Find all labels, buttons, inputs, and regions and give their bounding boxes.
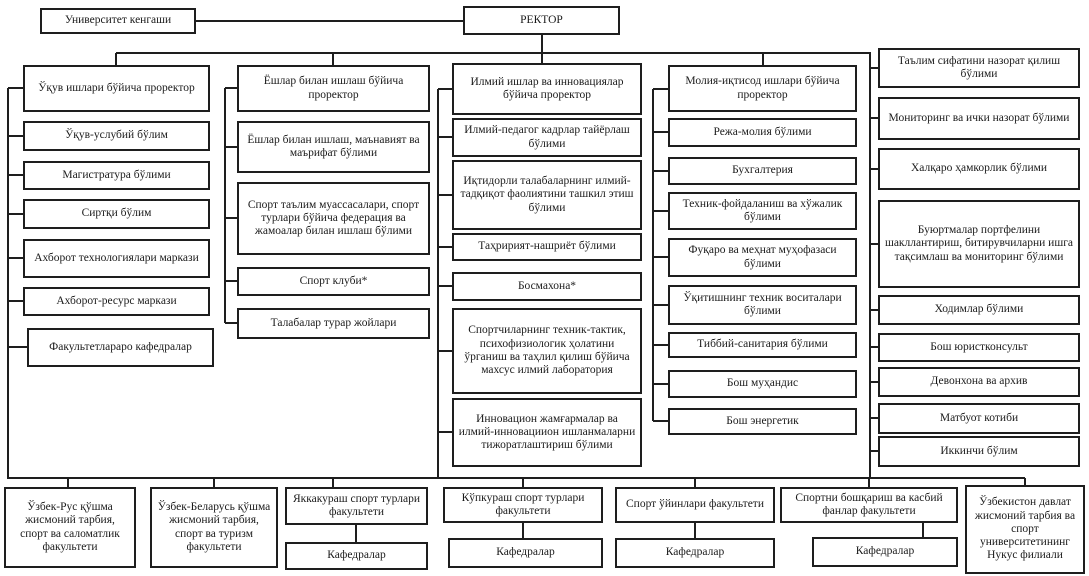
org-unit-box: Сиртқи бўлим bbox=[23, 199, 210, 229]
departments-box: Кафедралар bbox=[812, 537, 958, 567]
col3-connectors bbox=[438, 89, 452, 479]
org-unit-box: Режа-молия бўлими bbox=[668, 118, 857, 147]
org-unit-box: Ахборот технологиялари маркази bbox=[23, 239, 210, 278]
org-unit-box: Буюртмалар портфелини шакллантириш, битирувчиларни ишга тақсимлаш ва мониторинг бўлими bbox=[878, 200, 1080, 288]
org-unit-box: Спорт клуби* bbox=[237, 267, 430, 296]
departments-box: Кафедралар bbox=[615, 538, 775, 568]
org-unit-box: Бош муҳандис bbox=[668, 370, 857, 398]
org-unit-box: Бош юристконсульт bbox=[878, 333, 1080, 362]
faculty-box: Ўзбек-Беларусь қўшма жисмоний тарбия, спорт ва туризм факультети bbox=[150, 487, 278, 568]
university-council-box: Университет кенгаши bbox=[40, 8, 196, 34]
org-unit-box: Спорт таълим муассасалари, спорт турлари бўйича федерация ва жамоалар билан ишлаш бўлими bbox=[237, 182, 430, 255]
org-unit-box: Ходимлар бўлими bbox=[878, 295, 1080, 325]
departments-box: Кафедралар bbox=[285, 542, 428, 570]
org-unit-box: Таълим сифатини назорат қилиш бўлими bbox=[878, 48, 1080, 88]
org-unit-box: Девонхона ва архив bbox=[878, 367, 1080, 397]
col5-connectors bbox=[870, 53, 878, 479]
org-unit-box: Иқтидорли талабаларнинг илмий-тадқиқот фаолиятини ташкил этиш бўлими bbox=[452, 160, 642, 230]
org-unit-box: Матбуот котиби bbox=[878, 403, 1080, 434]
faculty-box: Ўзбек-Рус қўшма жисмоний тарбия, спорт ва саломатлик факультети bbox=[4, 487, 136, 568]
org-unit-box: Халқаро ҳамкорлик бўлими bbox=[878, 148, 1080, 190]
rector-box: РЕКТОР bbox=[463, 6, 620, 35]
col2-connectors bbox=[225, 88, 237, 323]
vice-rector-research-box: Илмий ишлар ва инновациялар бўйича проректор bbox=[452, 63, 642, 115]
vice-rector-finance-box: Молия-иқтисод ишлари бўйича проректор bbox=[668, 65, 857, 112]
org-unit-box: Илмий-педагог кадрлар тайёрлаш бўлими bbox=[452, 118, 642, 157]
org-unit-box: Ўқитишнинг техник воситалари бўлими bbox=[668, 285, 857, 325]
col4-connectors bbox=[653, 89, 668, 421]
org-unit-box: Бош энергетик bbox=[668, 408, 857, 435]
org-unit-box: Факультетлараро кафедралар bbox=[27, 328, 214, 367]
org-unit-box: Тиббий-санитария бўлими bbox=[668, 332, 857, 358]
org-unit-box: Фуқаро ва меҳнат муҳофазаси бўлими bbox=[668, 238, 857, 277]
nukus-branch-box: Ўзбекистон давлат жисмоний тарбия ва спорт университетининг Нукус филиали bbox=[965, 485, 1085, 574]
org-unit-box: Инновацион жамғармалар ва илмий-инновациион ишланмаларни тижоратлаштириш бўлими bbox=[452, 398, 642, 467]
org-unit-box: Ўқув-услубий бўлим bbox=[23, 121, 210, 151]
org-unit-box: Ёшлар билан ишлаш, маънавият ва маърифат бўлими bbox=[237, 121, 430, 173]
org-unit-box: Бухгалтерия bbox=[668, 157, 857, 185]
departments-box: Кафедралар bbox=[448, 538, 603, 568]
vice-rector-academic-affairs-box: Ўқув ишлари бўйича проректор bbox=[23, 65, 210, 112]
org-unit-box: Спортчиларнинг техник-тактик, психофизиологик ҳолатини ўрганиш ва таҳлил қилиш бўйича махсус илмий лаборатория bbox=[452, 308, 642, 394]
org-unit-box: Иккинчи бўлим bbox=[878, 436, 1080, 467]
faculty-box: Яккакураш спорт турлари факультети bbox=[285, 487, 428, 525]
org-unit-box: Ахборот-ресурс маркази bbox=[23, 287, 210, 316]
faculty-box: Спортни бошқариш ва касбий фанлар факультети bbox=[780, 487, 958, 523]
org-unit-box: Техник-фойдаланиш ва хўжалик бўлими bbox=[668, 192, 857, 230]
org-unit-box: Мониторинг ва ички назорат бўлими bbox=[878, 97, 1080, 140]
faculty-box: Кўпкураш спорт турлари факультети bbox=[443, 487, 603, 523]
vice-rector-youth-box: Ёшлар билан ишлаш бўйича проректор bbox=[237, 65, 430, 112]
faculty-box: Спорт ўйинлари факультети bbox=[615, 487, 775, 523]
org-unit-box: Магистратура бўлими bbox=[23, 161, 210, 190]
org-unit-box: Босмахона* bbox=[452, 272, 642, 301]
org-unit-box: Таҳририят-нашриёт бўлими bbox=[452, 233, 642, 261]
org-unit-box: Талабалар турар жойлари bbox=[237, 308, 430, 339]
